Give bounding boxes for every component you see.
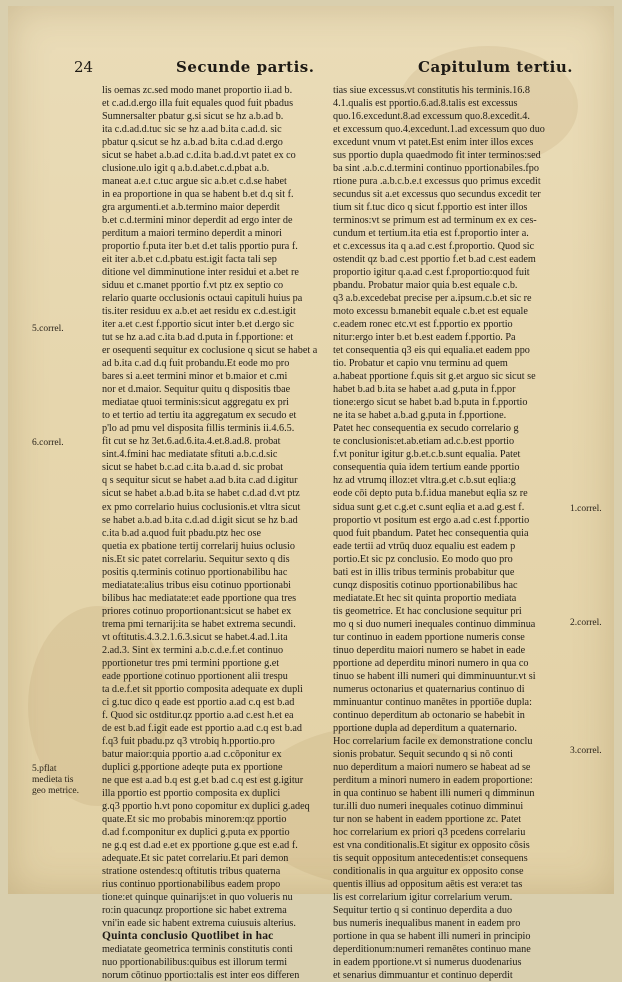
text-line: numerus octonarius et quaternarius continuo di xyxy=(333,683,525,695)
margin-note: 5.correl. xyxy=(32,324,64,334)
text-line: duplici g.pportione adeqte puta ex pportione xyxy=(102,761,283,773)
text-line: eade tertii ad vtrūq duoz equaliu est eadem p xyxy=(333,540,516,552)
text-line: et senarius dimmuantur et continuo deperdit xyxy=(333,970,513,982)
text-line: proportio vt positum est ergo a.ad c.est f.pportio xyxy=(333,514,530,526)
text-line: Sequitur tertio q si continuo deperdita a duo xyxy=(333,904,513,916)
text-line: tur non se habent in eadem pportione zc. Patet xyxy=(333,813,522,825)
text-line: tinuo deperditu maiori numero se habet in eade xyxy=(333,644,526,656)
text-line: norum cōtinuo pportio:talis est inter eos differen xyxy=(102,970,300,982)
running-header-left: Secunde partis. xyxy=(176,58,315,76)
text-line: eode cōi depto puta b.f.idua manebut eqlia sz re xyxy=(333,488,528,500)
text-line: tione:et quinque quinarijs:et in quo volueris nu xyxy=(102,891,293,903)
text-line: positis q.terminis cotinuo pportionabilibu hac xyxy=(102,566,288,578)
text-line: priores cotinuo proportionant:sicut se habet ex xyxy=(102,605,292,617)
text-line: tio. Probatur et capio vnu terminu ad quem xyxy=(333,358,508,370)
text-line: 4.1.qualis est pportio.6.ad.8.talis est excessus xyxy=(333,98,518,110)
text-line: quentis illius ad oppositum aētis est vera:et tas xyxy=(333,878,523,890)
text-line: q3 a.b.excedebat precise per a.ipsum.c.b.et sic re xyxy=(333,293,532,305)
text-line: f.q3 fuit pbadu.pz q3 vtrobiq h.pportio.pro xyxy=(102,735,275,747)
page-number: 24 xyxy=(74,58,94,76)
text-line: tet consequentia q3 eis qui equalia.et eadem ppo xyxy=(333,345,530,357)
text-line: te conclusionis:et.ab.etiam ad.c.b.est pportio xyxy=(333,436,515,448)
text-line: sus pportio dupla quaedmodo fit inter terminos:sed xyxy=(333,150,541,162)
text-line: sicut se habet a.b.ad b.ita se habet c.d.ad d.vt ptz xyxy=(102,488,300,500)
text-line: 2.ad.3. Sint ex termini a.b.c.d.e.f.et continuo xyxy=(102,644,284,656)
text-line: perditum a maiori termino deperdit a minori xyxy=(102,228,282,240)
text-line: ex pmo correlario huius coclusionis.et vltra sicut xyxy=(102,501,301,513)
text-line: bares si a.eet termini minor et b.maior et c.mi xyxy=(102,371,288,383)
text-line: excedunt vnum vt patet.Est enim inter illos exces xyxy=(333,137,534,149)
text-line: nor et d.maior. Sequitur quitu q dispositis tbae xyxy=(102,384,291,396)
text-line: deperditionum:numeri remanētes continuo mane xyxy=(333,944,531,956)
text-line: ci g.tuc dico q eade est pportio a.ad c.q est b.ad xyxy=(102,696,295,708)
text-line: ne ita se habet a.b.ad g.puta in f.pportione. xyxy=(333,410,507,422)
text-line: ditione vel dimminutione inter residui et a.bet re xyxy=(102,267,299,279)
text-line: ita c.d.ad.d.tuc sic se hz a.ad b.ita c.ad.d. sic xyxy=(102,124,282,136)
text-line: et c.excessus ita q a.ad c.est f.proportio. Quod sic xyxy=(333,241,535,253)
text-line: rtione pura .a.b.c.b.e.t excessus quo primus excedit xyxy=(333,176,541,188)
text-line: illa pportio est pportio composita ex duplici xyxy=(102,787,281,799)
text-line: tione:ergo sicut se habet b.ad b.puta in f.pportio xyxy=(333,397,528,409)
text-line: pbatur q.sicut se hz a.b.ad b.ita c.d.ad d.ergo xyxy=(102,137,283,149)
text-line: sicut se habet a.b.ad c.d.ita b.ad.d.vt patet ex co xyxy=(102,150,296,162)
text-line: a.habeat pportione f.quis sit g.et arguo sic sicut se xyxy=(333,371,536,383)
text-line: terminos:vt se primum est ad terminum ex ex ces- xyxy=(333,215,537,227)
text-line: nis.Et sic patet correlariu. Sequitur sexto q dis xyxy=(102,553,290,565)
text-line: batur maior:quia pportio a.ad c.cōponitur ex xyxy=(102,748,282,760)
text-line: moto excessu b.manebit equale c.b.et est equale xyxy=(333,306,528,318)
text-line: eit iter a.b.et c.d.pbatu est.igit facta tali sep xyxy=(102,254,277,266)
text-line: er osequenti sequitur ex coclusione q sicut se habet a xyxy=(102,345,318,357)
text-line: mediatate.Et hec sit quinta proportio mediata xyxy=(333,592,517,604)
text-line: rius continuo pportionabilibus eadem propo xyxy=(102,878,281,890)
margin-note: 1.correl. xyxy=(570,504,602,514)
text-line: proportio f.puta iter b.et d.et talis pportio pura f. xyxy=(102,241,298,253)
text-line: f.vt ponitur igitur g.b.et.c.b.sunt equalia. Patet xyxy=(333,449,521,461)
text-line: mminuantur continuo manētes in pportiōe dupla: xyxy=(333,696,532,708)
text-line: b.et c.d.termini minor deperdit ad ergo inter de xyxy=(102,215,293,227)
text-line: iter a.et c.est f.pportio sicut inter b.et d.ergo sic xyxy=(102,319,294,331)
running-header-right: Capitulum tertiu. xyxy=(418,58,574,76)
text-line: sicut se habet b.c.ad c.ita b.a.ad d. sic probat xyxy=(102,462,284,474)
text-line: continuo deperditum ab octonario se habebit in xyxy=(333,709,525,721)
left-text-column xyxy=(102,84,354,982)
text-line: portio.Et sic pz conclusio. Eo modo quo pro xyxy=(333,553,513,565)
text-line: ro:in quacunqz proportione sic habet extrema xyxy=(102,904,287,916)
text-line: ta d.e.f.et sit pportio composita adequate ex dupli xyxy=(102,683,303,695)
text-line: hz ad vtrumq illoz:et vltra.g.et c.b.sut eqlia:g xyxy=(333,475,516,487)
margin-note: 3.correl. xyxy=(570,746,602,756)
text-line: ad b.ita c.ad d.q fuit probandu.Et eode mo pro xyxy=(102,358,290,370)
text-line: est vna conditionalis.Et sigitur ex opposito cōsis xyxy=(333,839,530,851)
text-line: cundum et tertium.ita etia est f.proportio inter a. xyxy=(333,228,529,240)
text-line: cunqz dispositis cotinuo pportionabilibus hac xyxy=(333,579,518,591)
text-line: bilibus hac mediatate:et eade pportione qua tres xyxy=(102,592,297,604)
text-line: g.q3 pportio h.vt pono copomitur ex duplici g.adeq xyxy=(102,800,310,812)
text-line: pbandu. Probatur maior quia b.est equale c.b. xyxy=(333,280,518,292)
text-line: Patet hec consequentia ex secudo correlario g xyxy=(333,423,519,435)
text-line: pportione ad deperditu minori numero in qua co xyxy=(333,657,529,669)
text-line: adequate.Et sic patet correlariu.Et pari demon xyxy=(102,852,289,864)
text-line: tur continuo in eadem pportione numeris conse xyxy=(333,631,525,643)
text-line: perditum a minori numero in eadem proportione: xyxy=(333,774,533,786)
text-line: se habet a.b.ad b.ita c.d.ad d.igit sicut se hz b.ad xyxy=(102,514,298,526)
text-line: lis est correlarium igitur correlarium verum. xyxy=(333,891,513,903)
margin-note: 5.pflat medieta tis geo metrice. xyxy=(32,764,79,796)
text-line: sionis probatur. Sequit secundo q si nō conti xyxy=(333,748,513,760)
text-line: c.ita b.ad a.quod fuit pbadu.ptz hec ose xyxy=(102,527,261,539)
text-line: bus numeris inequalibus manent in eadem pro xyxy=(333,918,521,929)
text-line: relario quarte occlusionis octaui capituli huius pa xyxy=(102,293,303,305)
text-line: portione in qua se habent illi numeri in principio xyxy=(333,931,531,943)
text-line: tium sit f.tuc dico q sicut f.pportio est inter illos xyxy=(333,202,528,214)
text-line: ostendit qz b.ad c.est pportio f.et b.ad c.est eadem xyxy=(333,254,536,266)
text-line: tur.illi duo numeri inequales cotinuo dimminui xyxy=(333,800,524,812)
text-line: gra argumenti.et a.b.termino maior deperdit xyxy=(102,202,280,214)
text-line: et c.ad.d.ergo illa fuit equales quod fuit pbadus xyxy=(102,98,294,110)
text-line: f. Quod sic ostditur.qz pportio a.ad c.est h.et ea xyxy=(102,709,294,721)
text-line: quod fuit pbandum. Patet hec consequentia quia xyxy=(333,527,529,539)
text-line: Hoc correlarium facile ex demonstratione conclu xyxy=(333,735,533,747)
text-line: c.eadem ronec etc.vt est f.pportio ex pportio xyxy=(333,319,513,331)
text-line: lis oemas zc.sed modo manet proportio ii.ad b. xyxy=(102,85,293,96)
text-line: tis sequit oppositum antecedentis:et consequens xyxy=(333,852,528,864)
text-line: mo q si duo numeri inequales continuo dimminua xyxy=(333,618,536,630)
text-line: tut se hz a.ad c.ita b.ad d.puta in f.pportione: et xyxy=(102,332,294,344)
margin-note: 6.correl. xyxy=(32,438,64,448)
text-line: mediatate:alius tribus eisu cotinuo pportionabi xyxy=(102,579,291,591)
text-line: sint.4.fmini hac mediatate sfituti a.b.c.d.sic xyxy=(102,449,278,461)
text-line: trema pmi ternarij:ita se habet extrema secundi. xyxy=(102,618,296,630)
text-line: quetia ex pbatione tertij correlarij huius oclusio xyxy=(102,540,295,552)
text-line: Sumnersalter pbatur g.si sicut se hz a.b.ad b. xyxy=(102,111,284,123)
text-line: siduu et c.manet pportio f.vt ptz ex septio co xyxy=(102,280,284,292)
text-line: clusione.ulo igit q a.b.d.abet.c.d.pbat a.b. xyxy=(102,163,270,175)
text-line: in eadem pportione.vt si numerus duodenarius xyxy=(333,957,522,969)
text-line: consequentia quia idem tertium eande pportio xyxy=(333,462,520,474)
book-page xyxy=(8,6,614,982)
text-line: pportione dupla ad deperditum a quaternario. xyxy=(333,722,517,734)
margin-note: 2.correl. xyxy=(570,618,602,628)
text-line: conditionalis in qua arguitur ex opposito conse xyxy=(333,865,524,877)
text-line: tinuo se habent illi numeri qui dimminuuntur.vt si xyxy=(333,670,536,682)
text-line: secundus sit a.et excessus quo secundus excedit ter xyxy=(333,189,541,201)
text-line: tias siue excessus.vt constitutis his terminis.16.8 xyxy=(333,85,530,96)
text-line: quo.16.excedunt.8.ad excessum quo.8.excedit.4. xyxy=(333,111,530,123)
text-line: d.ad f.componitur ex duplici g.puta ex pportio xyxy=(102,826,290,838)
right-text-column xyxy=(333,84,585,982)
text-line: bati est in illis tribus terminis probabitur que xyxy=(333,566,515,578)
text-line: habet b.ad b.ita se habet a.ad g.puta in f.ppor xyxy=(333,384,516,396)
text-line: eade pportione cotinuo pportionent alii trespu xyxy=(102,670,288,682)
text-line: in ea proportione in qua se habent b.et d.q sit f. xyxy=(102,189,294,201)
text-line: mediatate geometrica terminis constitutis conti xyxy=(102,944,293,956)
text-line: ba sint .a.b.c.d.termini continuo pportionabiles.fpo xyxy=(333,163,539,175)
text-line: vt oftitutis.4.3.2.1.6.3.sicut se habet.4.ad.1.ita xyxy=(102,631,288,643)
text-line: ne que est a.ad b.q est g.et b.ad c.q est est g.igitur xyxy=(102,774,304,786)
text-line: tis.iter residuu ex a.b.et aet residu ex c.d.est.igit xyxy=(102,306,296,318)
text-line: proportio igitur q.a.ad c.est f.proportio:quod fuit xyxy=(333,267,530,279)
text-line: et excessum quo.4.excedunt.1.ad excessum quo duo xyxy=(333,124,545,136)
text-line: quate.Et sic mo probabis minorem:qz pportio xyxy=(102,813,287,825)
text-line: de est b.ad f.igit eade est pportio a.ad c.q est b.ad xyxy=(102,722,303,734)
text-line: pportionetur tres pmi termini pportione g.et xyxy=(102,657,280,669)
text-line: to et tertio ad tertiu ita aggregatum ex secudo et xyxy=(102,410,297,422)
text-line: maneat a.e.t c.tuc argue sic a.b.et c.d.se habet xyxy=(102,176,287,188)
text-line: fit cut se hz 3et.6.ad.6.ita.4.et.8.ad.8. probat xyxy=(102,436,281,448)
text-line: in qua continuo se habent illi numeri q dimminun xyxy=(333,787,535,799)
text-line: stratione ostendes:q oftitutis tribus quaterna xyxy=(102,865,281,877)
text-line: p'lo ad pmu vel disposita fillis terminis ii.4.6.5. xyxy=(102,423,295,435)
text-line: q s sequitur sicut se habet a.ad b.ita c.ad d.igitur xyxy=(102,475,298,487)
text-line: sidua sunt g.et c.g.et c.sunt eqlia et a.ad g.est f. xyxy=(333,501,525,513)
text-line: nitur:ergo inter b.et b.est eadem f.pportio. Pa xyxy=(333,332,516,344)
text-line: hoc correlarium ex priori q3 pcedens correlariu xyxy=(333,826,526,838)
text-line: mediatae qtuoi terminis:sicut aggregatu ex pri xyxy=(102,397,289,409)
text-line: nuo pportionabilibus:quibus est illorum termi xyxy=(102,957,288,969)
text-line: ne g.q est d.ad e.et ex pportione g.que est e.ad f. xyxy=(102,839,298,851)
text-line: nuo deperditum a maiori numero se habeat ad se xyxy=(333,761,531,773)
text-line: vni'in eade sic habent extrema cuiusuis alterius. xyxy=(102,918,296,929)
text-line: tis geometrice. Et hac conclusione sequitur pri xyxy=(333,605,522,617)
text-line: Quinta conclusio Quotlibet in hac xyxy=(102,930,274,943)
